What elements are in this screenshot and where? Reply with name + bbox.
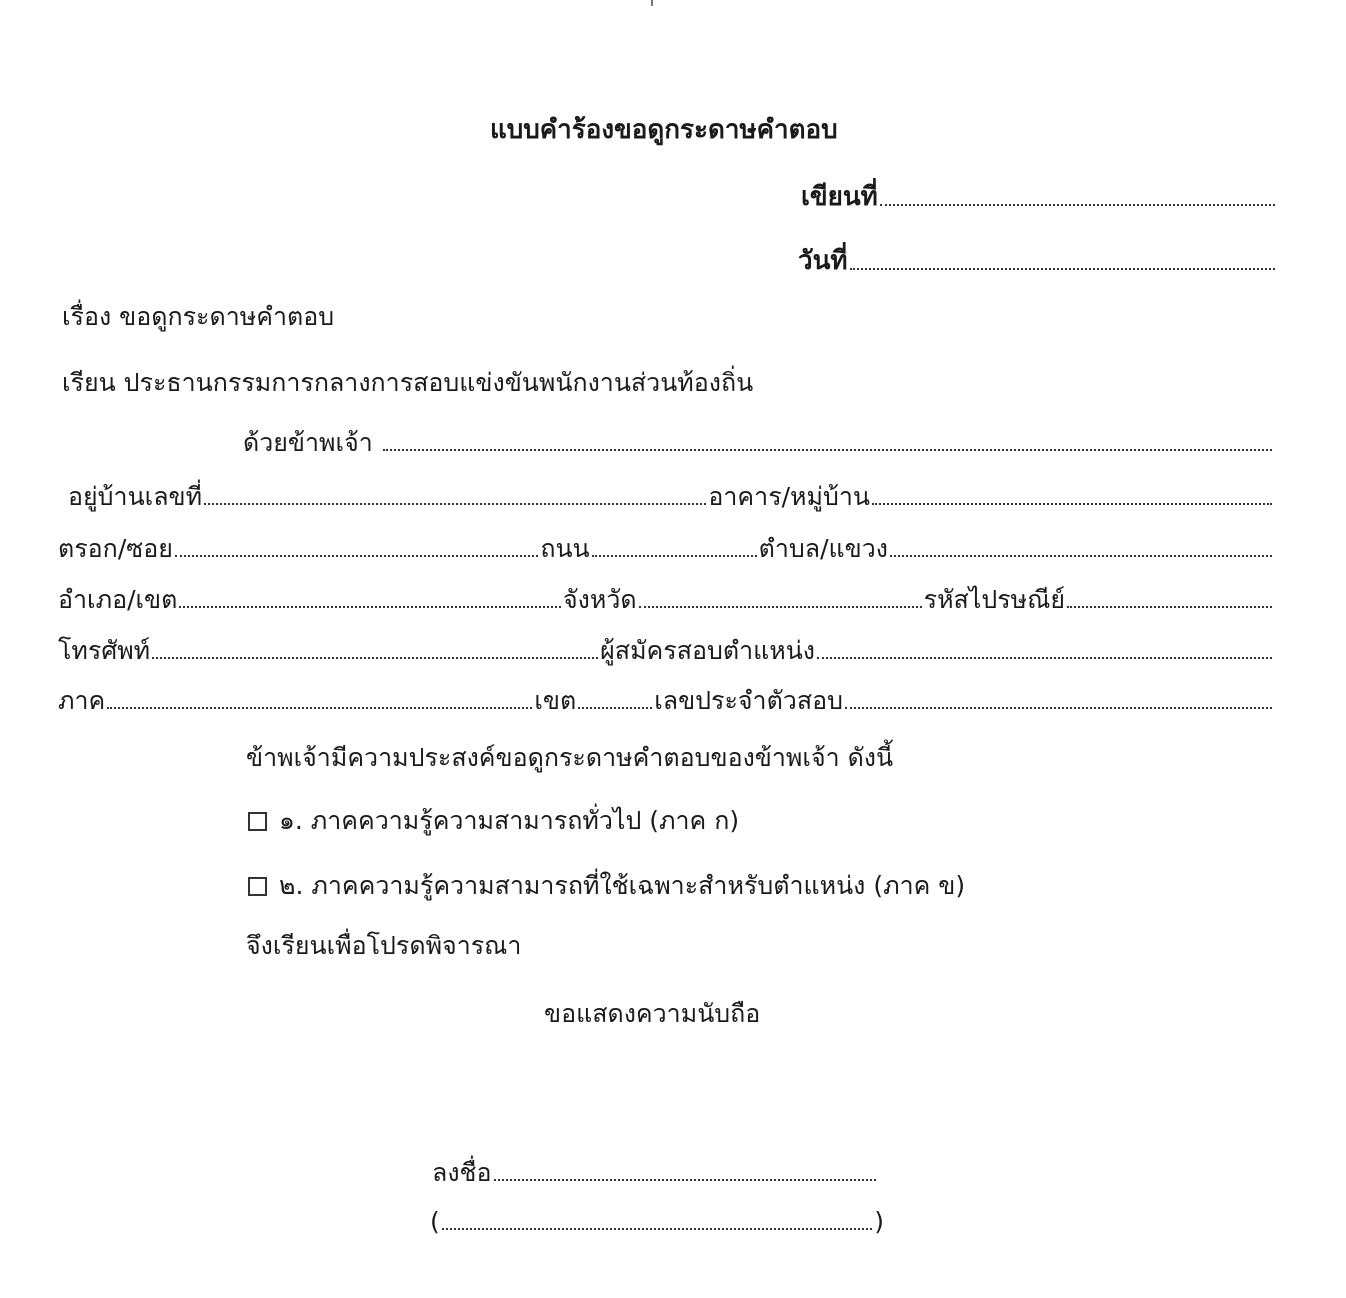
exam-id-field[interactable]	[845, 707, 1272, 709]
option-position-specific[interactable]	[248, 873, 965, 898]
regards-line: ขอแสดงความนับถือ	[544, 999, 761, 1028]
printed-name-open: (	[430, 1207, 440, 1236]
signature-label: ลงชื่อ	[432, 1158, 492, 1187]
road-field[interactable]	[592, 555, 757, 557]
subdistrict-label: ตำบล/แขวง	[758, 534, 888, 563]
house-no-label: อยู่บ้านเลขที่	[68, 482, 203, 511]
exam-info-line	[58, 688, 1274, 713]
building-village-field[interactable]	[872, 503, 1272, 505]
option-2-label: ๒. ภาคความรู้ความสามารถที่ใช้เฉพาะสำหรับตำแหน่ง (ภาค ข)	[279, 871, 966, 900]
signature-field[interactable]	[494, 1179, 876, 1181]
postcode-label: รหัสไปรษณีย์	[923, 585, 1065, 614]
postcode-field[interactable]	[1067, 606, 1272, 608]
form-title: แบบคำร้องขอดูกระดาษคำตอบ	[490, 115, 838, 145]
date-line	[798, 248, 1277, 274]
building-village-label: อาคาร/หมู่บ้าน	[708, 482, 870, 511]
scan-mark	[651, 0, 653, 6]
subject-line: เรื่อง ขอดูกระดาษคำตอบ	[62, 302, 335, 331]
written-at-label: เขียนที่	[801, 182, 878, 212]
option-general-knowledge[interactable]	[248, 808, 739, 833]
checkbox-option-2[interactable]	[248, 877, 267, 896]
lane-field[interactable]	[175, 555, 538, 557]
road-label: ถนน	[540, 534, 590, 563]
phone-field[interactable]	[152, 657, 598, 659]
lane-label: ตรอก/ซอย	[58, 534, 173, 563]
province-label: จังหวัด	[563, 585, 637, 614]
applicant-label: ด้วยข้าพเจ้า	[243, 428, 373, 457]
district-label: อำเภอ/เขต	[58, 585, 178, 614]
addressee-line: เรียน ประธานกรรมการกลางการสอบแข่งขันพนักงานส่วนท้องถิ่น	[62, 368, 754, 397]
zone-label: เขต	[534, 686, 577, 715]
intent-line: ข้าพเจ้ามีความประสงค์ขอดูกระดาษคำตอบของข้าพเจ้า ดังนี้	[246, 743, 894, 772]
date-label: วันที่	[798, 246, 848, 276]
printed-name-line	[430, 1209, 884, 1234]
house-no-field[interactable]	[204, 503, 706, 505]
district-field[interactable]	[179, 606, 561, 608]
date-field[interactable]	[850, 268, 1275, 270]
phone-label: โทรศัพท์	[58, 636, 151, 665]
address-line-2	[58, 536, 1274, 561]
subdistrict-field[interactable]	[890, 555, 1272, 557]
written-at-line	[801, 184, 1277, 210]
checkbox-option-1[interactable]	[248, 812, 267, 831]
region-field[interactable]	[107, 707, 532, 709]
region-label: ภาค	[58, 686, 106, 715]
exam-id-label: เลขประจำตัวสอบ	[654, 686, 843, 715]
address-line-1	[68, 484, 1274, 509]
option-1-label: ๑. ภาคความรู้ความสามารถทั่วไป (ภาค ก)	[279, 806, 740, 835]
written-at-field[interactable]	[880, 204, 1275, 206]
printed-name-close: )	[874, 1207, 884, 1236]
phone-position-line	[58, 638, 1274, 663]
address-line-3	[58, 587, 1274, 612]
zone-field[interactable]	[578, 707, 652, 709]
province-field[interactable]	[639, 606, 922, 608]
position-label: ผู้สมัครสอบตำแหน่ง	[600, 636, 815, 665]
signature-line	[432, 1160, 878, 1185]
printed-name-field[interactable]	[442, 1228, 872, 1230]
applicant-line	[243, 430, 1274, 455]
position-field[interactable]	[817, 657, 1272, 659]
applicant-name-field[interactable]	[383, 449, 1272, 451]
closing-request: จึงเรียนเพื่อโปรดพิจารณา	[246, 931, 522, 960]
